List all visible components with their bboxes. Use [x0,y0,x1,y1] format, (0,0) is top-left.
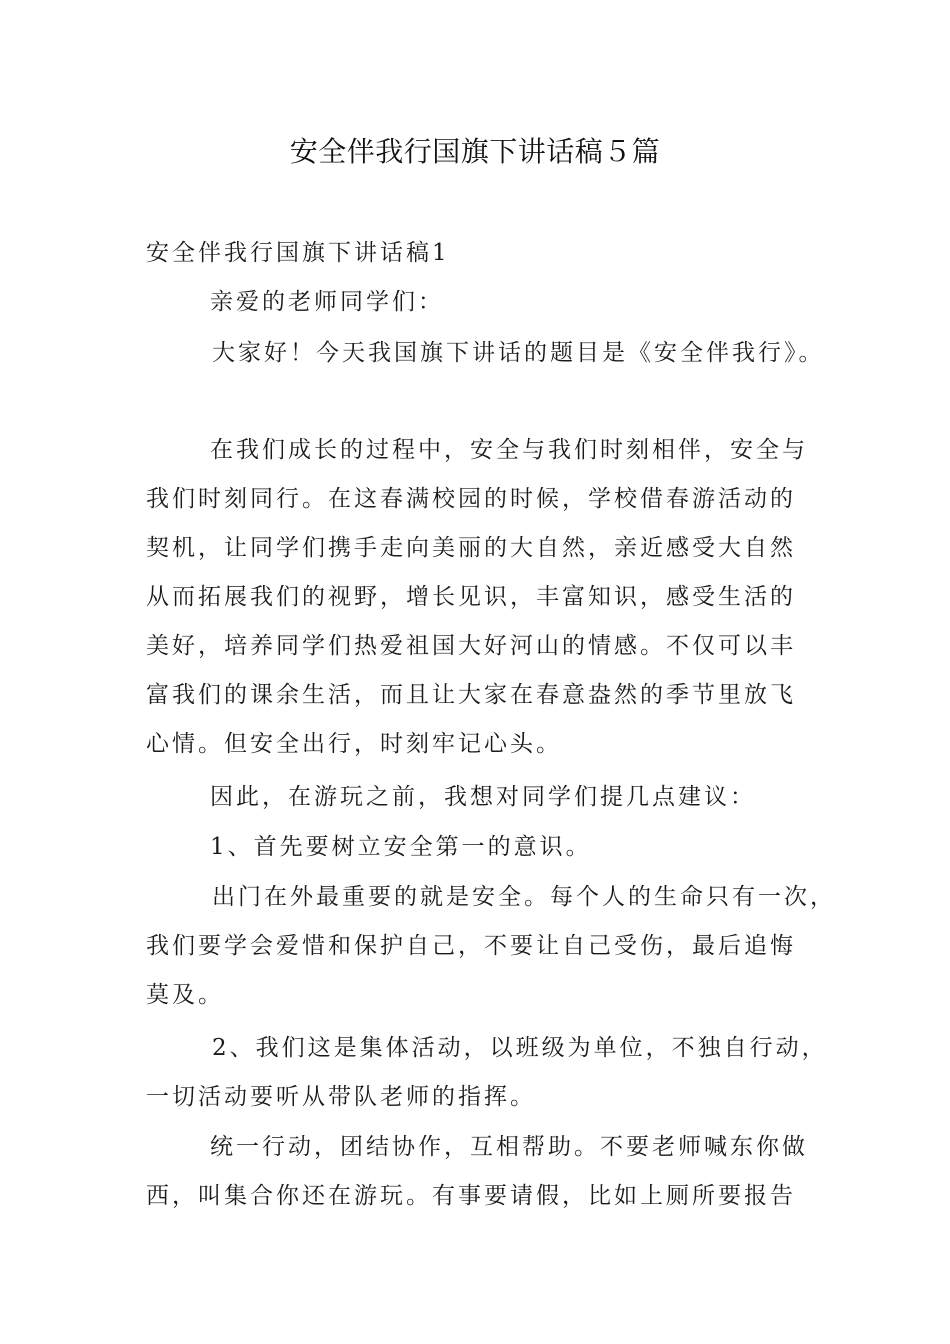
paragraph-line: 从而拓展我们的视野，增长见识，丰富知识，感受生活的 [146,584,796,610]
paragraph-line: 契机，让同学们携手走向美丽的大自然，亲近感受大自然 [146,535,796,561]
paragraph-line: 在我们成长的过程中，安全与我们时刻相伴，安全与 [210,437,808,463]
paragraph-line: 我们时刻同行。在这春满校园的时候，学校借春游活动的 [146,486,796,512]
paragraph-line: 统一行动，团结协作，互相帮助。不要老师喊东你做 [210,1134,808,1160]
paragraph-line: 心情。但安全出行，时刻牢记心头。 [146,731,562,757]
paragraph-line: 一切活动要听从带队老师的指挥。 [146,1084,536,1110]
salutation: 亲爱的老师同学们： [210,289,444,315]
section-heading: 安全伴我行国旗下讲话稿1 [146,240,450,266]
paragraph-line: 莫及。 [146,982,224,1008]
document-title: 安全伴我行国旗下讲话稿５篇 [289,135,661,168]
paragraph-line: 出门在外最重要的就是安全。每个人的生命只有一次， [212,884,836,910]
paragraph-line: 大家好！今天我国旗下讲话的题目是《安全伴我行》。 [212,340,825,366]
paragraph-line: 西，叫集合你还在游玩。有事要请假，比如上厕所要报告 [146,1183,796,1209]
list-item: 2、我们这是集体活动，以班级为单位，不独自行动， [212,1035,828,1061]
paragraph-line: 美好，培养同学们热爱祖国大好河山的情感。不仅可以丰 [146,633,796,659]
paragraph-line: 因此，在游玩之前，我想对同学们提几点建议： [210,784,756,810]
paragraph-line: 我们要学会爱惜和保护自己，不要让自己受伤，最后追悔 [146,933,796,959]
paragraph-line: 富我们的课余生活，而且让大家在春意盎然的季节里放飞 [146,682,796,708]
list-item: 1、首先要树立安全第一的意识。 [210,834,592,860]
